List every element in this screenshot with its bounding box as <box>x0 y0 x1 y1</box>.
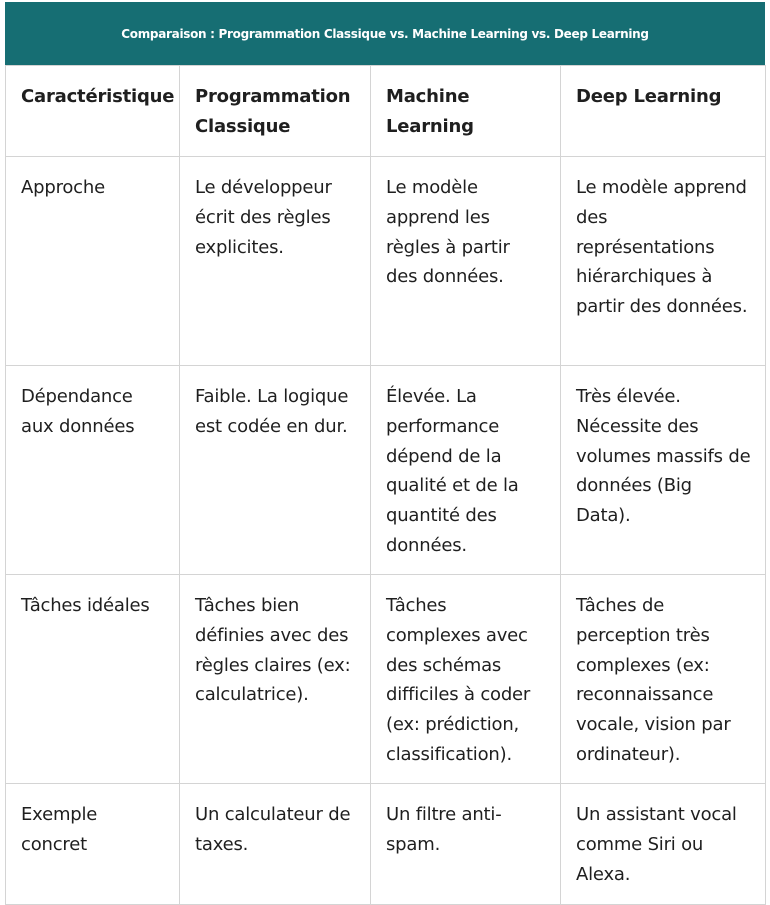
cell-ml: Élevée. La performance dépend de la qualité et de la quantité des données. <box>371 366 561 575</box>
table-row <box>6 157 766 366</box>
header-caracteristique: Caractéristique <box>6 66 180 157</box>
comparison-table <box>5 65 766 905</box>
cell-ml: Le modèle apprend les règles à partir des données. <box>371 157 561 366</box>
cell-dl: Le modèle apprend des représentations hiérarchiques à partir des données. <box>561 157 766 366</box>
row-label: Approche <box>6 157 180 366</box>
row-label: Exemple concret <box>6 784 180 905</box>
cell-classique: Le développeur écrit des règles explicites. <box>180 157 371 366</box>
cell-ml: Tâches complexes avec des schémas difficiles à coder (ex: prédiction, classification). <box>371 575 561 784</box>
header-machine-learning: Machine Learning <box>371 66 561 157</box>
table-row <box>6 575 766 784</box>
header-programmation-classique: Programmation Classique <box>180 66 371 157</box>
cell-classique: Faible. La logique est codée en dur. <box>180 366 371 575</box>
table-title: Comparaison : Programmation Classique vs. Machine Learning vs. Deep Learning <box>5 2 765 65</box>
table-row <box>6 784 766 905</box>
cell-dl: Un assistant vocal comme Siri ou Alexa. <box>561 784 766 905</box>
comparison-table-container <box>5 2 765 905</box>
cell-classique: Tâches bien définies avec des règles claires (ex: calculatrice). <box>180 575 371 784</box>
header-row <box>6 66 766 157</box>
row-label: Tâches idéales <box>6 575 180 784</box>
cell-classique: Un calculateur de taxes. <box>180 784 371 905</box>
header-deep-learning: Deep Learning <box>561 66 766 157</box>
table-row <box>6 366 766 575</box>
cell-dl: Très élevée. Nécessite des volumes massifs de données (Big Data). <box>561 366 766 575</box>
cell-ml: Un filtre anti-spam. <box>371 784 561 905</box>
row-label: Dépendance aux données <box>6 366 180 575</box>
cell-dl: Tâches de perception très complexes (ex: reconnaissance vocale, vision par ordinateur). <box>561 575 766 784</box>
